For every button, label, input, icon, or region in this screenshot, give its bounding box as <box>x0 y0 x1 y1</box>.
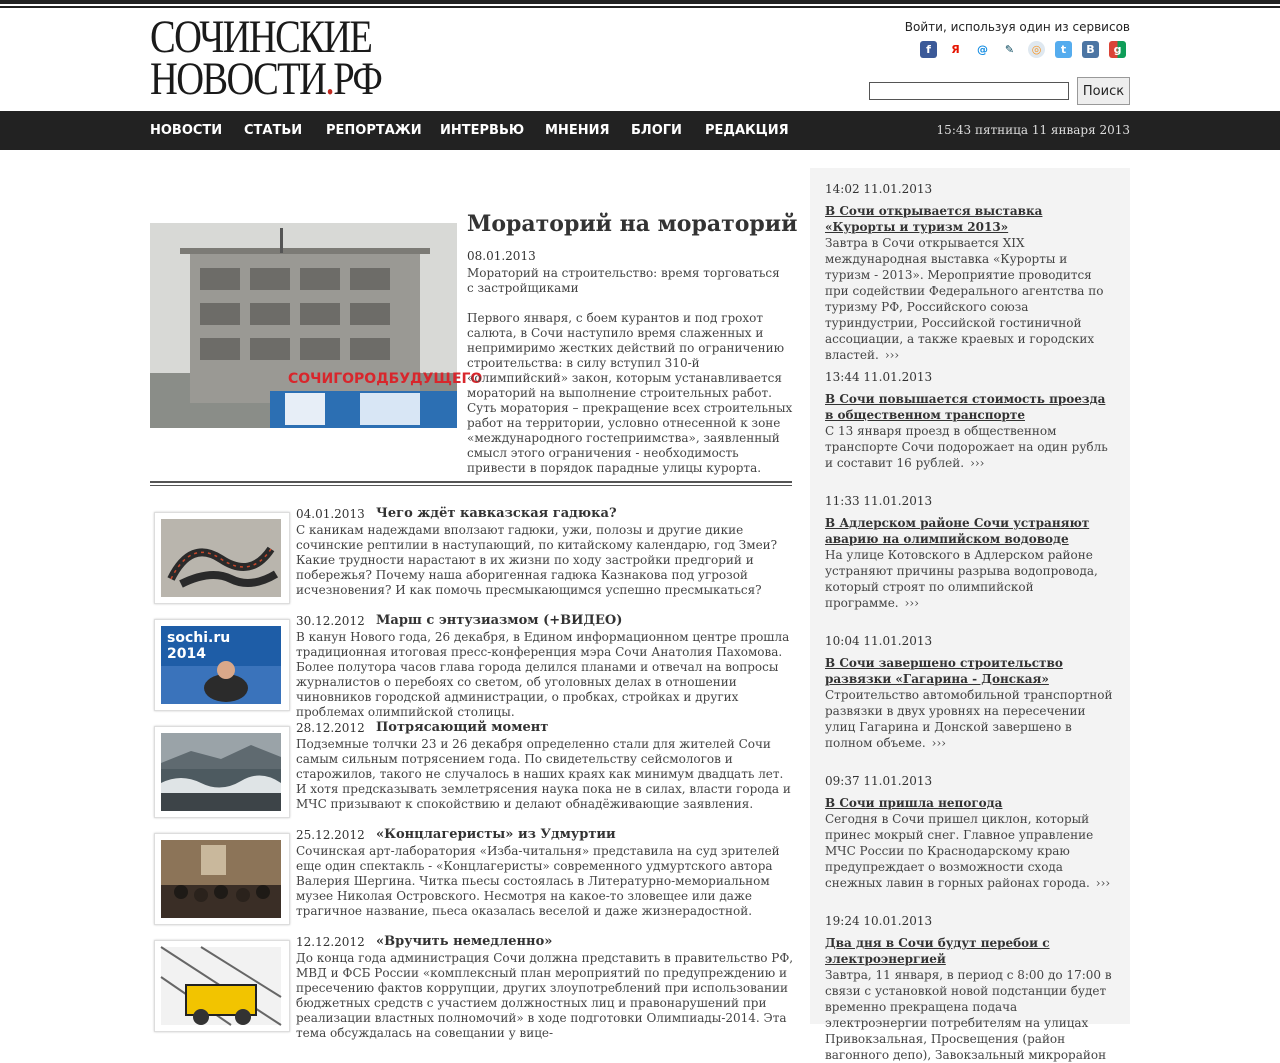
news-time: 13:44 11.01.2013 <box>825 370 933 384</box>
news-text <box>825 235 1115 363</box>
logo-domain: РФ <box>333 53 382 105</box>
nav-blogs[interactable]: БЛОГИ <box>631 123 682 138</box>
thumbnail-year-text: 2014 <box>167 646 206 662</box>
featured-title[interactable]: Мораторий на мораторий <box>467 211 798 237</box>
livejournal-icon[interactable]: ✎ <box>1001 41 1018 58</box>
article-summary: Сочинская арт-лаборатория «Изба-читальня» представила на суд зрителей еще один спектакль - «Концлагеристы» современного удмуртского автора Валерия Шергина. Читка пьесы состоялась в Литературно-мемориальном музее Николая Островского. Несмотря на какое-то зловещее или даже трагичное название, пьеса оказалась веселой и даже жизнерадостной. <box>296 844 780 918</box>
article-title[interactable]: Потрясающий момент <box>376 720 549 735</box>
nav-articles[interactable]: СТАТЬИ <box>244 123 303 138</box>
news-time: 09:37 11.01.2013 <box>825 774 933 788</box>
article-title[interactable]: Чего ждёт кавказская гадюка? <box>376 506 617 521</box>
divider <box>150 485 792 486</box>
news-text <box>825 423 1115 471</box>
nav-interviews[interactable]: ИНТЕРВЬЮ <box>440 123 525 138</box>
facebook-icon[interactable]: f <box>920 41 937 58</box>
featured-image-sign: СОЧИГОРОДБУДУЩЕГО <box>288 371 483 387</box>
article-date: 25.12.2012 <box>296 828 365 842</box>
article-date: 28.12.2012 <box>296 721 365 735</box>
featured-lead: Мораторий на строительство: время торговаться с застройщиками <box>467 266 780 295</box>
logo-line-2 <box>150 53 382 105</box>
article-summary: Подземные толчки 23 и 26 декабря определенно стали для жителей Сочи самым сильным потрясением года. По свидетельству сейсмологов и старожилов, такого не случалось в наших краях как минимум двадцать лет. И хотя предсказывать землетрясения наука пока не в силах, власти города и МЧС призывают к спокойствию и делают обнадёживающие заявления. <box>296 737 791 811</box>
news-item <box>825 914 1115 1063</box>
site-logo[interactable] <box>150 11 382 105</box>
news-text-body: Строительство автомобильной транспортной развязки в двух уровнях на пересечении улиц Гагарина и Донской завершено в полном объеме. <box>825 688 1113 750</box>
search-input[interactable] <box>869 82 1069 100</box>
top-border <box>0 0 1280 4</box>
read-more-link[interactable]: ››› <box>904 596 920 610</box>
article-date: 04.01.2013 <box>296 507 365 521</box>
news-time: 11:33 11.01.2013 <box>825 494 933 508</box>
news-item <box>825 370 1115 471</box>
news-text-body: Завтра в Сочи открывается XIX международная выставка «Курорты и туризм - 2013». Мероприятие проводится при содействии Федерального агентства по туризму РФ, Российского союза туриндустрии, Российской гостиничной ассоциации, а также краевых и городских властей. <box>825 236 1104 362</box>
article-title[interactable]: «Вручить немедленно» <box>376 934 553 949</box>
news-time: 19:24 10.01.2013 <box>825 914 933 928</box>
news-title[interactable]: В Сочи повышается стоимость проезда в общественном транспорте <box>825 392 1106 422</box>
article-thumbnail[interactable] <box>154 512 290 604</box>
read-more-link[interactable]: ››› <box>884 348 900 362</box>
article-summary: В канун Нового года, 26 декабря, в Едином информационном центре прошла традиционная итоговая пресс-конференция мэра Сочи Анатолия Пахомова. Более полутора часов глава города делился планами и отвечал на вопросы журналистов о перебоях со светом, об уголовных делах в отношении чиновников городской администрации, о пробках, стройках и других проблемах олимпийской столицы. <box>296 630 790 719</box>
nav-opinions[interactable]: МНЕНИЯ <box>545 123 610 138</box>
news-title[interactable]: В Сочи пришла непогода <box>825 796 1003 810</box>
mailru-icon[interactable]: @ <box>974 41 991 58</box>
twitter-icon[interactable]: t <box>1055 41 1072 58</box>
news-item <box>825 634 1115 751</box>
social-login-icons <box>920 41 1126 58</box>
read-more-link[interactable]: ››› <box>970 456 985 470</box>
featured-date: 08.01.2013 <box>467 249 536 263</box>
nav-news[interactable]: НОВОСТИ <box>150 123 223 138</box>
news-text: Завтра, 11 января, в период с 8:00 до 17:00 в связи с установкой новой подстанции будет временно прекращена подача электроэнергии потребителям на улицах Привокзальная, Просвещения (район вагонного депо), Завокзальный микрорайон <box>825 968 1112 1062</box>
nav-editorial[interactable]: РЕДАКЦИЯ <box>705 123 789 138</box>
login-prompt: Войти, используя один из сервисов <box>904 20 1130 34</box>
article-date: 30.12.2012 <box>296 614 365 628</box>
news-text <box>825 811 1115 891</box>
news-time: 14:02 11.01.2013 <box>825 182 933 196</box>
article-thumbnail[interactable] <box>154 833 290 925</box>
article-summary: До конца года администрация Сочи должна представить в правительство РФ, МВД и ФСБ России «комплексный план мероприятий по предупреждению и пресечению фактов коррупции, других злоупотреблений при использовании бюджетных средств с участием должностных лиц и правонарушений при реализации властных полномочий» в ходе подготовки Олимпиады-2014. Эта тема обсуждалась на совещании у вице- <box>296 951 794 1040</box>
article-thumbnail[interactable] <box>154 619 290 711</box>
article-date: 12.12.2012 <box>296 935 365 949</box>
article-thumbnail[interactable] <box>154 726 290 818</box>
featured-body: Первого января, с боем курантов и под грохот салюта, в Сочи наступило время слаженных и непримиримо жестких действий по ограничению строительства: в силу вступил 310-й «олимпийский» закон, которым устанавливается мораторий на выполнение строительных работ. Суть моратория – прекращение всех строительных работ на территории, условно отнесенной к зоне «международного гостеприимства», заявленный смысл этого ограничения - необходимость привести в порядок парадные улицы курорта. <box>467 311 793 475</box>
featured-image[interactable] <box>150 223 483 428</box>
logo-line-1: СОЧИНСКИЕ <box>150 11 372 63</box>
logo-word: НОВОСТИ <box>150 53 326 105</box>
divider <box>150 481 792 483</box>
article-summary: С каникам надеждами вползают гадюки, ужи, полозы и другие дикие сочинские рептилии в наступающий, по китайскому календарю, год Змеи? Какие трудности нарастают в их жизни по ходу застройки предгорий и побережья? Почему наша аборигенная гадюка Казнакова под угрозой исчезновения? И как помочь пресмыкающимся успешно пресмыкаться? <box>296 523 778 597</box>
article-title[interactable]: Марш с энтузиазмом (+ВИДЕО) <box>376 613 623 628</box>
news-text-body: На улице Котовского в Адлерском районе устраняют причины разрыва водопровода, который строят по олимпийской программе. <box>825 548 1098 610</box>
current-datetime: 15:43 пятница 11 января 2013 <box>936 123 1130 137</box>
news-item <box>825 774 1115 891</box>
read-more-link[interactable]: ››› <box>1095 876 1111 890</box>
news-item <box>825 494 1115 611</box>
article-title[interactable]: «Концлагеристы» из Удмуртии <box>376 827 616 842</box>
read-more-link[interactable]: ››› <box>931 736 947 750</box>
search-button[interactable]: Поиск <box>1077 77 1130 105</box>
news-title[interactable]: В Сочи завершено строительство развязки «Гагарина - Донская» <box>825 656 1063 686</box>
top-border-thin <box>0 6 1280 8</box>
yandex-icon[interactable]: Я <box>947 41 964 58</box>
news-title[interactable]: В Сочи открывается выставка «Курорты и туризм 2013» <box>825 204 1043 234</box>
vkontakte-icon[interactable]: В <box>1082 41 1099 58</box>
google-icon[interactable]: g <box>1109 41 1126 58</box>
news-text-body: С 13 января проезд в общественном транспорте Сочи подорожает на один рубль и составит 16 рублей. <box>825 424 1108 470</box>
main-nav <box>0 111 1280 150</box>
news-text <box>825 687 1115 751</box>
news-text <box>825 547 1115 611</box>
article-thumbnail[interactable] <box>154 940 290 1032</box>
news-title[interactable]: В Адлерском районе Сочи устраняют аварию на олимпийском водоводе <box>825 516 1090 546</box>
nav-reports[interactable]: РЕПОРТАЖИ <box>326 123 422 138</box>
news-time: 10:04 11.01.2013 <box>825 634 933 648</box>
openid-icon[interactable]: ◎ <box>1028 41 1045 58</box>
news-title[interactable]: Два дня в Сочи будут перебои с электроэнергией <box>825 936 1050 966</box>
thumbnail-sochi-text: sochi.ru <box>167 630 231 646</box>
news-text-body: Сегодня в Сочи пришел циклон, который принес мокрый снег. Главное управление МЧС России по Краснодарскому краю предупреждает о возможности схода снежных лавин в горных районах города. <box>825 812 1094 890</box>
news-item <box>825 182 1115 363</box>
logo-dot: . <box>325 53 334 105</box>
